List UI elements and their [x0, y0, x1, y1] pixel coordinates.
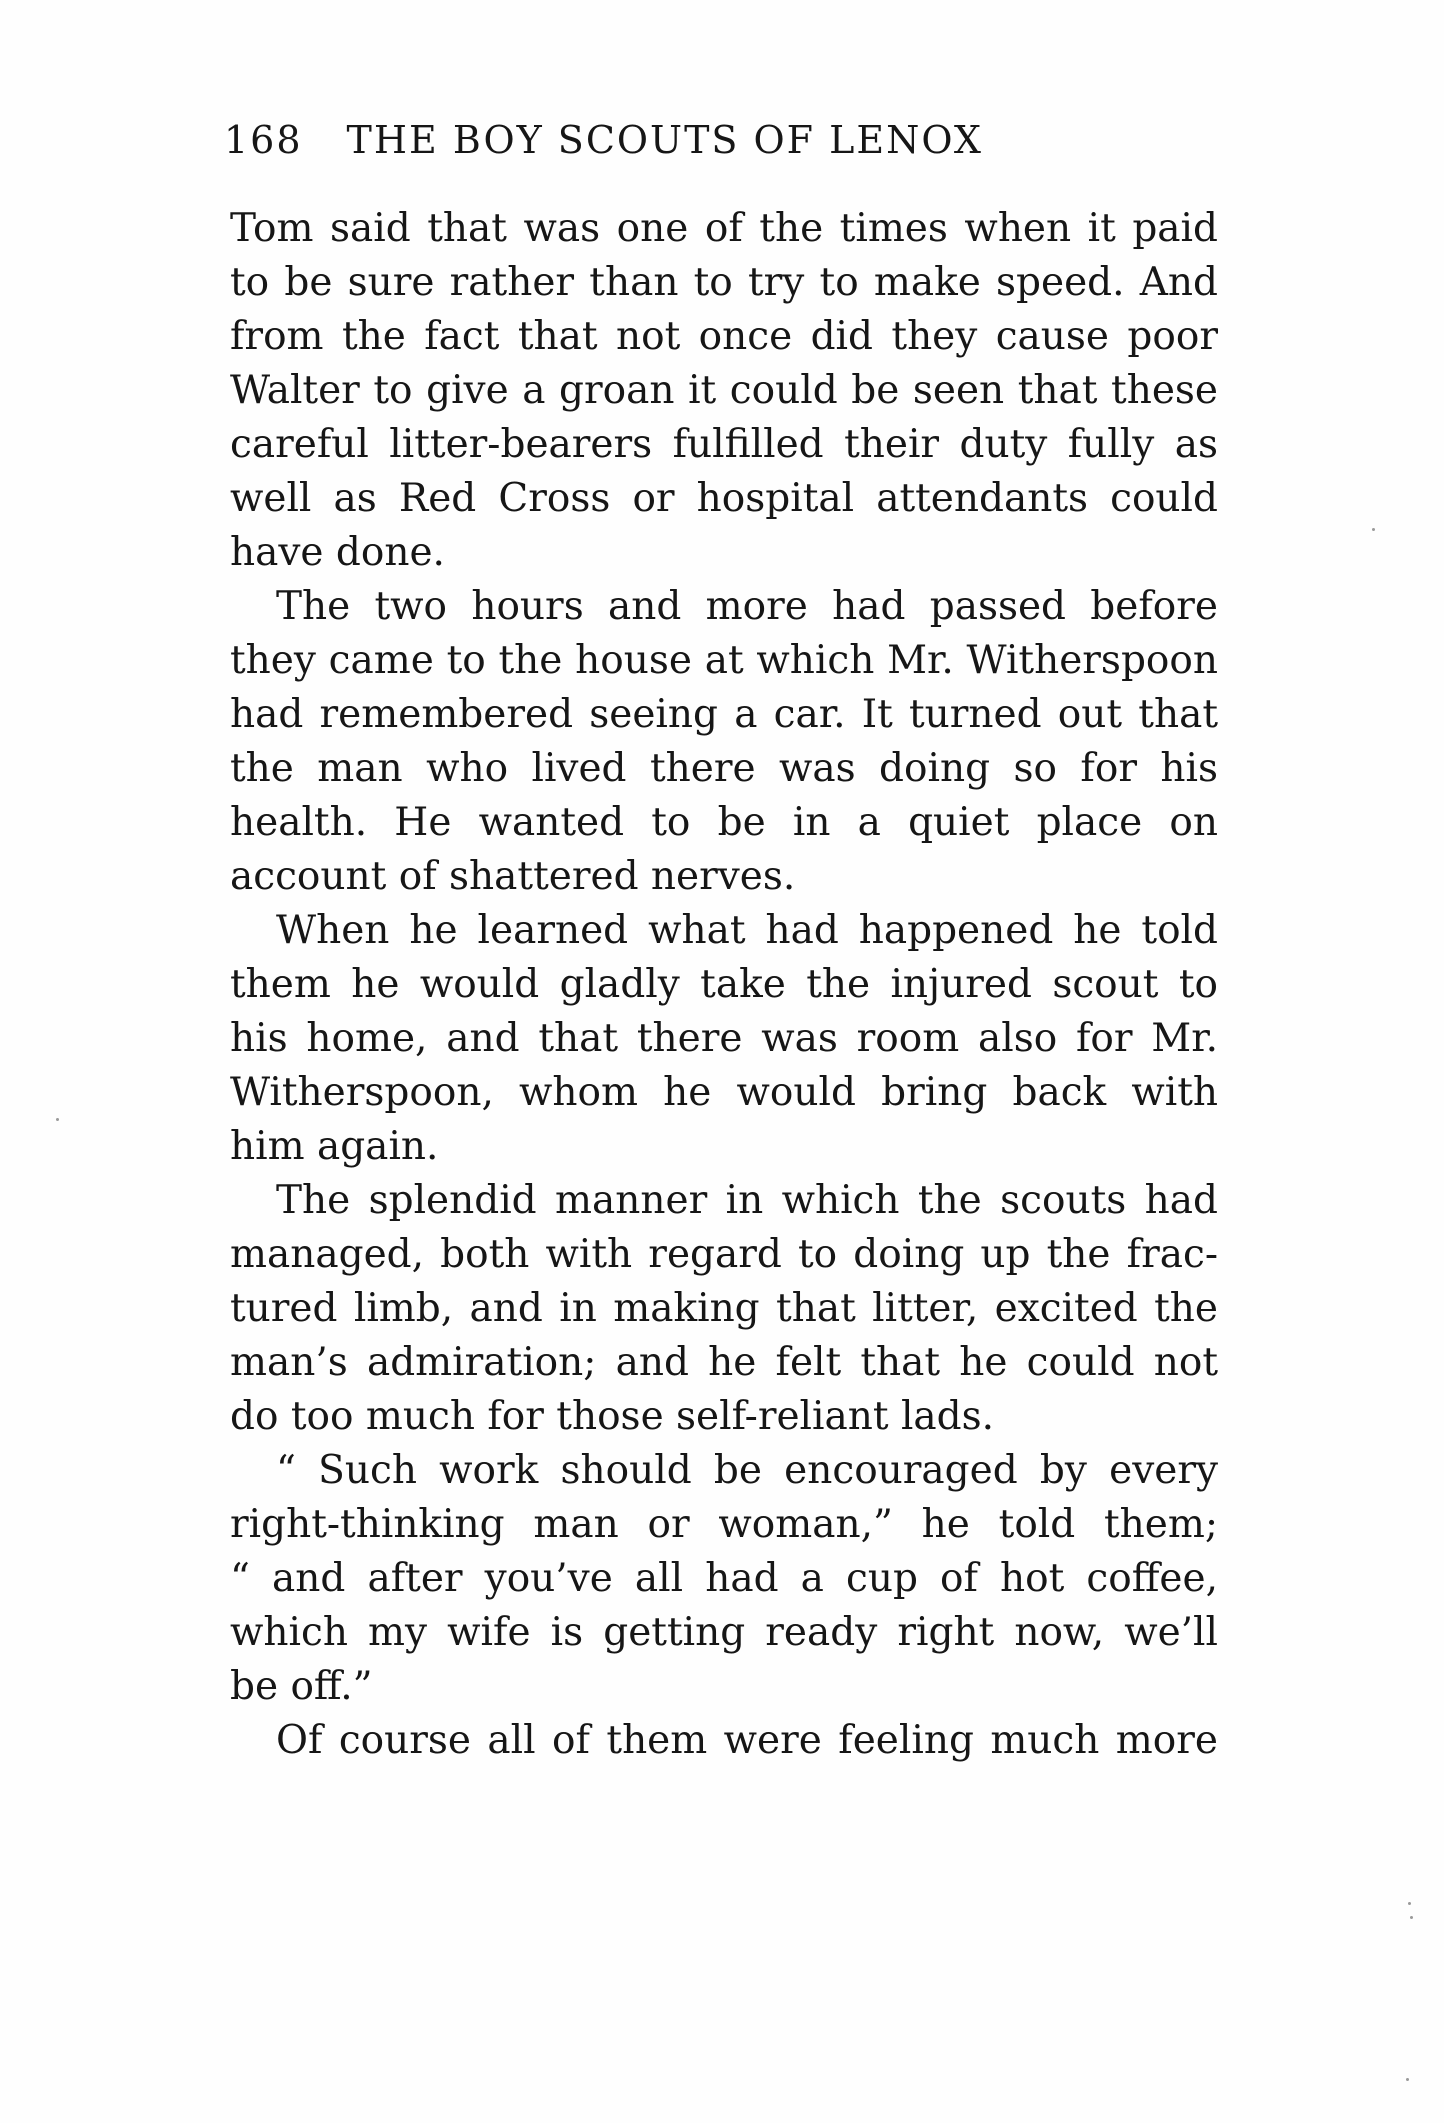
text-line: When he learned what had happened he told [276, 908, 1218, 953]
text-line: his home, and that there was room also for Mr. [230, 1016, 1218, 1061]
text-line: right-thinking man or woman,” he told them; [230, 1502, 1218, 1547]
text-line: Walter to give a groan it could be seen that these [230, 368, 1218, 413]
text-line: The splendid manner in which the scouts had [276, 1178, 1218, 1223]
text-line: well as Red Cross or hospital attendants could [230, 476, 1218, 521]
text-line: “ and after you’ve all had a cup of hot coffee, [230, 1556, 1218, 1601]
text-line: do too much for those self-reliant lads. [230, 1394, 995, 1439]
text-line: the man who lived there was doing so for his [230, 746, 1218, 791]
text-line: account of shattered nerves. [230, 854, 796, 899]
text-line: Witherspoon, whom he would bring back with [230, 1070, 1218, 1115]
text-line: him again. [230, 1124, 439, 1169]
scan-speck [1410, 1916, 1413, 1919]
page-number: 168 [224, 118, 303, 162]
text-line: them he would gladly take the injured scout to [230, 962, 1218, 1007]
text-line: have done. [230, 530, 445, 575]
text-line: The two hours and more had passed before [276, 584, 1218, 629]
running-head [224, 118, 1224, 168]
scan-speck [1372, 528, 1375, 531]
text-line: which my wife is getting ready right now, we’ll [230, 1610, 1218, 1655]
body-text [230, 202, 1218, 1768]
text-line: managed, both with regard to doing up the frac- [230, 1232, 1218, 1277]
text-line: tured limb, and in making that litter, excited the [230, 1286, 1218, 1331]
text-line: health. He wanted to be in a quiet place on [230, 800, 1218, 845]
scan-speck [56, 1118, 59, 1121]
text-line: careful litter-bearers fulfilled their duty fully as [230, 422, 1218, 467]
text-line: had remembered seeing a car. It turned out that [230, 692, 1218, 737]
text-line: to be sure rather than to try to make speed. And [230, 260, 1218, 305]
text-line: they came to the house at which Mr. Witherspoon [230, 638, 1218, 683]
text-line: be off.” [230, 1664, 373, 1709]
text-line: Of course all of them were feeling much more [276, 1718, 1218, 1763]
book-title: THE BOY SCOUTS OF LENOX [346, 118, 983, 162]
scan-speck [1406, 2078, 1409, 2081]
text-line: “ Such work should be encouraged by every [276, 1448, 1218, 1493]
scan-speck [1408, 1902, 1411, 1905]
text-line: man’s admiration; and he felt that he could not [230, 1340, 1218, 1385]
text-line: from the fact that not once did they cause poor [230, 314, 1218, 359]
text-line: Tom said that was one of the times when it paid [230, 206, 1218, 251]
